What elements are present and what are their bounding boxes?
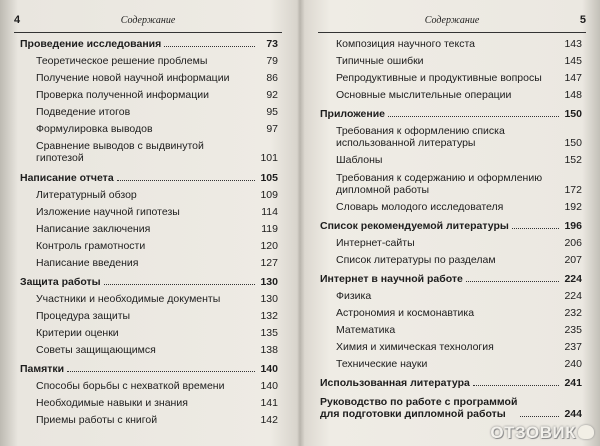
toc-entry-page-number: 140	[260, 363, 278, 376]
toc-section-entry	[20, 170, 278, 184]
toc-subsection-entry	[320, 324, 582, 336]
toc-subsection-entry	[20, 123, 278, 135]
toc-entry-page-number: 86	[266, 72, 278, 85]
toc-entry-label: Теоретическое решение проблемы	[36, 55, 208, 68]
toc-entry-label: Репродуктивные и продуктивные вопросы	[336, 72, 542, 85]
toc-subsection-entry	[20, 257, 278, 269]
toc-entry-label: Математика	[336, 324, 396, 337]
toc-entry-page-number: 237	[564, 341, 582, 354]
toc-entry-label: Приемы работы с книгой	[36, 414, 158, 427]
toc-subsection-entry	[20, 55, 278, 67]
toc-section-entry	[320, 375, 582, 389]
toc-entry-page-number: 135	[260, 327, 278, 340]
toc-entry-page-number: 105	[260, 171, 278, 184]
toc-entry-page-number: 132	[260, 310, 278, 322]
toc-entry-page-number: 143	[564, 38, 582, 50]
toc-subsection-entry	[20, 397, 278, 409]
toc-subsection-entry	[320, 201, 582, 213]
toc-entry-label: Технические науки	[336, 358, 428, 371]
toc-subsection-entry	[20, 327, 278, 339]
toc-entry-label: Формулировка выводов	[36, 123, 153, 136]
toc-entry-label: Химия и химическая технология	[336, 341, 494, 354]
toc-entry-label: Требования к содержанию и оформлению дипломной работы	[336, 171, 543, 196]
toc-subsection-entry	[20, 206, 278, 218]
toc-entry-label: Интернет-сайты	[336, 236, 415, 249]
toc-subsection-entry	[20, 310, 278, 322]
toc-subsection-entry	[20, 89, 278, 101]
dot-leader	[466, 281, 559, 282]
toc-subsection-entry	[320, 172, 582, 196]
dot-leader	[164, 46, 255, 47]
toc-entry-page-number: 147	[564, 72, 582, 85]
toc-entry-page-number: 130	[260, 292, 278, 305]
toc-entry-page-number: 109	[260, 188, 278, 201]
dot-leader	[388, 116, 559, 117]
toc-entry-page-number: 152	[564, 154, 582, 167]
toc-entry-page-number: 97	[266, 123, 278, 136]
toc-section-entry	[20, 38, 278, 50]
right-page	[302, 0, 600, 446]
toc-entry-page-number: 120	[260, 239, 278, 252]
table-of-contents-left	[20, 38, 278, 431]
toc-subsection-entry	[320, 89, 582, 101]
watermark-logo	[490, 423, 594, 443]
toc-entry-label: Проверка полученной информации	[36, 89, 209, 102]
toc-subsection-entry	[20, 380, 278, 392]
toc-entry-page-number: 142	[260, 414, 278, 427]
table-of-contents-right	[320, 38, 582, 425]
toc-entry-page-number: 79	[266, 55, 278, 68]
toc-subsection-entry	[320, 72, 582, 84]
toc-entry-label: Интернет в научной работе	[320, 272, 463, 285]
toc-entry-label: Проведение исследования	[20, 38, 162, 50]
toc-entry-page-number: 101	[260, 152, 278, 165]
toc-subsection-entry	[20, 223, 278, 235]
toc-entry-page-number: 145	[564, 55, 582, 68]
toc-entry-label: Использованная литература	[320, 377, 470, 390]
toc-subsection-entry	[320, 125, 582, 149]
toc-entry-page-number: 130	[260, 275, 278, 288]
toc-entry-page-number: 196	[564, 219, 582, 232]
toc-subsection-entry	[320, 237, 582, 249]
toc-section-entry	[320, 218, 582, 232]
toc-entry-page-number: 235	[564, 324, 582, 337]
toc-entry-label: Приложение	[320, 108, 386, 121]
toc-entry-page-number: 95	[266, 106, 278, 119]
toc-subsection-entry	[320, 254, 582, 266]
dot-leader	[104, 284, 255, 285]
toc-entry-label: Критерии оценки	[36, 327, 119, 340]
toc-entry-page-number: 150	[564, 108, 582, 121]
toc-section-entry	[20, 274, 278, 288]
toc-entry-label: Литературный обзор	[36, 188, 137, 201]
toc-subsection-entry	[320, 55, 582, 67]
right-page-header	[318, 14, 586, 33]
dot-leader	[67, 371, 255, 372]
toc-entry-page-number: 192	[564, 200, 582, 213]
toc-entry-label: Подведение итогов	[36, 106, 131, 119]
toc-subsection-entry	[20, 414, 278, 426]
toc-entry-label: Памятки	[20, 363, 65, 376]
dot-leader	[520, 416, 559, 417]
toc-section-entry	[320, 106, 582, 120]
toc-entry-page-number: 241	[564, 377, 582, 390]
left-page	[0, 0, 298, 446]
toc-entry-label: Получение новой научной информации	[36, 72, 230, 85]
toc-entry-page-number: 172	[564, 183, 582, 196]
running-title: Содержание	[424, 15, 480, 26]
toc-entry-label: Необходимые навыки и знания	[36, 397, 188, 410]
toc-subsection-entry	[320, 341, 582, 353]
toc-subsection-entry	[320, 290, 582, 302]
toc-subsection-entry	[20, 140, 278, 164]
toc-subsection-entry	[320, 358, 582, 370]
toc-entry-label: Сравнение выводов с выдвинутой гипотезой	[36, 140, 204, 165]
toc-entry-label: Способы борьбы с нехваткой времени	[36, 380, 225, 393]
toc-entry-page-number: 92	[266, 89, 278, 102]
toc-entry-label: Астрономия и космонавтика	[336, 307, 475, 319]
left-page-header	[14, 14, 282, 33]
toc-entry-label: Написание отчета	[20, 171, 114, 184]
toc-entry-label: Основные мыслительные операции	[336, 89, 512, 102]
page-number: 5	[579, 14, 586, 26]
toc-subsection-entry	[320, 154, 582, 166]
toc-entry-label: Процедура защиты	[36, 310, 131, 322]
toc-subsection-entry	[20, 344, 278, 356]
dot-leader	[473, 385, 559, 386]
toc-entry-label: Список литературы по разделам	[336, 253, 496, 266]
running-title: Содержание	[120, 15, 176, 26]
toc-entry-label: Требования к оформлению списка использованной литературы	[336, 125, 505, 150]
toc-entry-label: Контроль грамотности	[36, 239, 146, 252]
toc-entry-label: Физика	[336, 289, 372, 302]
toc-entry-page-number: 148	[564, 89, 582, 102]
toc-entry-page-number: 138	[260, 344, 278, 357]
toc-subsection-entry	[20, 72, 278, 84]
toc-entry-page-number: 150	[564, 137, 582, 150]
toc-entry-label: Список рекомендуемой литературы	[320, 219, 509, 232]
toc-entry-page-number: 224	[564, 289, 582, 302]
toc-subsection-entry	[20, 189, 278, 201]
toc-entry-label: Написание заключения	[36, 222, 151, 235]
toc-section-entry	[320, 394, 582, 420]
toc-entry-label: Участники и необходимые документы	[36, 292, 221, 305]
toc-entry-label: Советы защищающимся	[36, 344, 156, 357]
toc-entry-label: Защита работы	[20, 275, 101, 288]
toc-entry-label: Изложение научной гипотезы	[36, 205, 180, 218]
toc-subsection-entry	[20, 293, 278, 305]
toc-entry-label: Композиция научного текста	[336, 38, 476, 50]
toc-entry-page-number: 224	[564, 272, 582, 285]
toc-entry-page-number: 207	[564, 253, 582, 266]
watermark-text: ОТЗОВИК	[490, 423, 576, 442]
toc-entry-page-number: 73	[266, 38, 278, 50]
toc-entry-label: Словарь молодого исследователя	[336, 200, 504, 213]
toc-entry-page-number: 240	[564, 358, 582, 371]
toc-entry-page-number: 140	[260, 380, 278, 393]
toc-subsection-entry	[320, 307, 582, 319]
toc-entry-page-number: 206	[564, 236, 582, 249]
toc-entry-page-number: 114	[261, 205, 278, 218]
toc-entry-page-number: 232	[564, 307, 582, 319]
toc-section-entry	[320, 271, 582, 285]
toc-section-entry	[20, 361, 278, 375]
toc-subsection-entry	[20, 240, 278, 252]
dot-leader	[117, 180, 255, 181]
toc-entry-label: Типичные ошибки	[336, 55, 424, 68]
toc-subsection-entry	[20, 106, 278, 118]
toc-subsection-entry	[320, 38, 582, 50]
toc-entry-page-number: 127	[260, 256, 278, 269]
duck-icon	[578, 425, 594, 439]
dot-leader	[512, 228, 559, 229]
toc-entry-page-number: 141	[260, 397, 278, 410]
page-number: 4	[14, 14, 21, 26]
toc-entry-label: Написание введения	[36, 256, 139, 269]
toc-entry-label: Руководство по работе с программой для подготовки дипломной работы	[320, 396, 518, 421]
toc-entry-page-number: 119	[261, 222, 278, 235]
toc-entry-label: Шаблоны	[336, 154, 383, 167]
toc-entry-page-number: 244	[564, 408, 582, 421]
